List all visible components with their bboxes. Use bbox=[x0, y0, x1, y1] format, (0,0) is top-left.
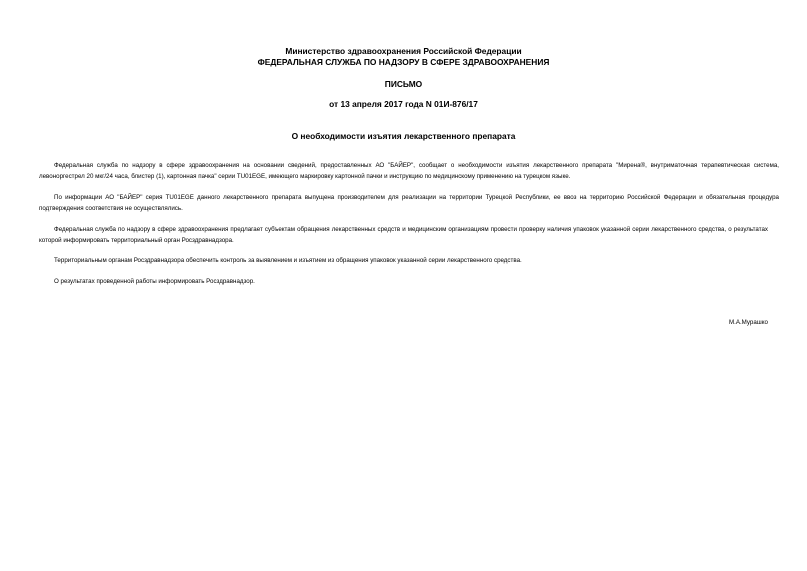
service-heading: ФЕДЕРАЛЬНАЯ СЛУЖБА ПО НАДЗОРУ В СФЕРЕ ЗДРАВООХРАНЕНИЯ bbox=[257, 57, 550, 67]
document-type: ПИСЬМО bbox=[384, 79, 423, 89]
body-paragraph-4: Территориальным органам Росздравнадзора обеспечить контроль за выявлением и изъятием из обращения упаковок указанной серии лекарственного средства. bbox=[54, 257, 522, 264]
paragraph-text: Федеральная служба по надзору в сфере здравоохранения на основании сведений, предоставленных АО "БАЙЕР", сообщает о необходимости изъятия лекарственного препарата "Мирена®, внутриматочная терапевтическая система, левоноргестрел 20 мкг/24 часа, блистер (1), картонная пачка" серии TU01EGE, имеющего маркировку картонной пачки и инструкцию по медицинскому применению на турецком языке. bbox=[39, 162, 779, 180]
signature-name: М.А.Мурашко bbox=[728, 319, 768, 326]
ministry-heading: Министерство здравоохранения Российской Федерации bbox=[285, 46, 522, 56]
paragraph-text: По информации АО "БАЙЕР" серия TU01EGE данного лекарственного препарата выпущена производителем для реализации на территории Турецкой Республики, ее ввоз на территорию Российской Федерации и обязательная процедура подтверждения соответствия не осуществлялись. bbox=[39, 194, 779, 212]
body-paragraph-2 bbox=[39, 192, 784, 214]
body-paragraph-3: Федеральная служба по надзору в сфере здравоохранения предлагает субъектам обращения лекарственных средств и медицинским организациям провести проверку наличия упаковок указанной серии лекарственного средства, о результатах которой информировать территориальный орган Росздравнадзора. bbox=[39, 226, 768, 244]
body-paragraph-1 bbox=[39, 160, 784, 182]
body-paragraph-5: О результатах проведенной работы информировать Росздравнадзор. bbox=[54, 278, 255, 285]
document-date-number: от 13 апреля 2017 года N 01И-876/17 bbox=[329, 99, 478, 109]
document-subject: О необходимости изъятия лекарственного препарата bbox=[291, 131, 516, 141]
